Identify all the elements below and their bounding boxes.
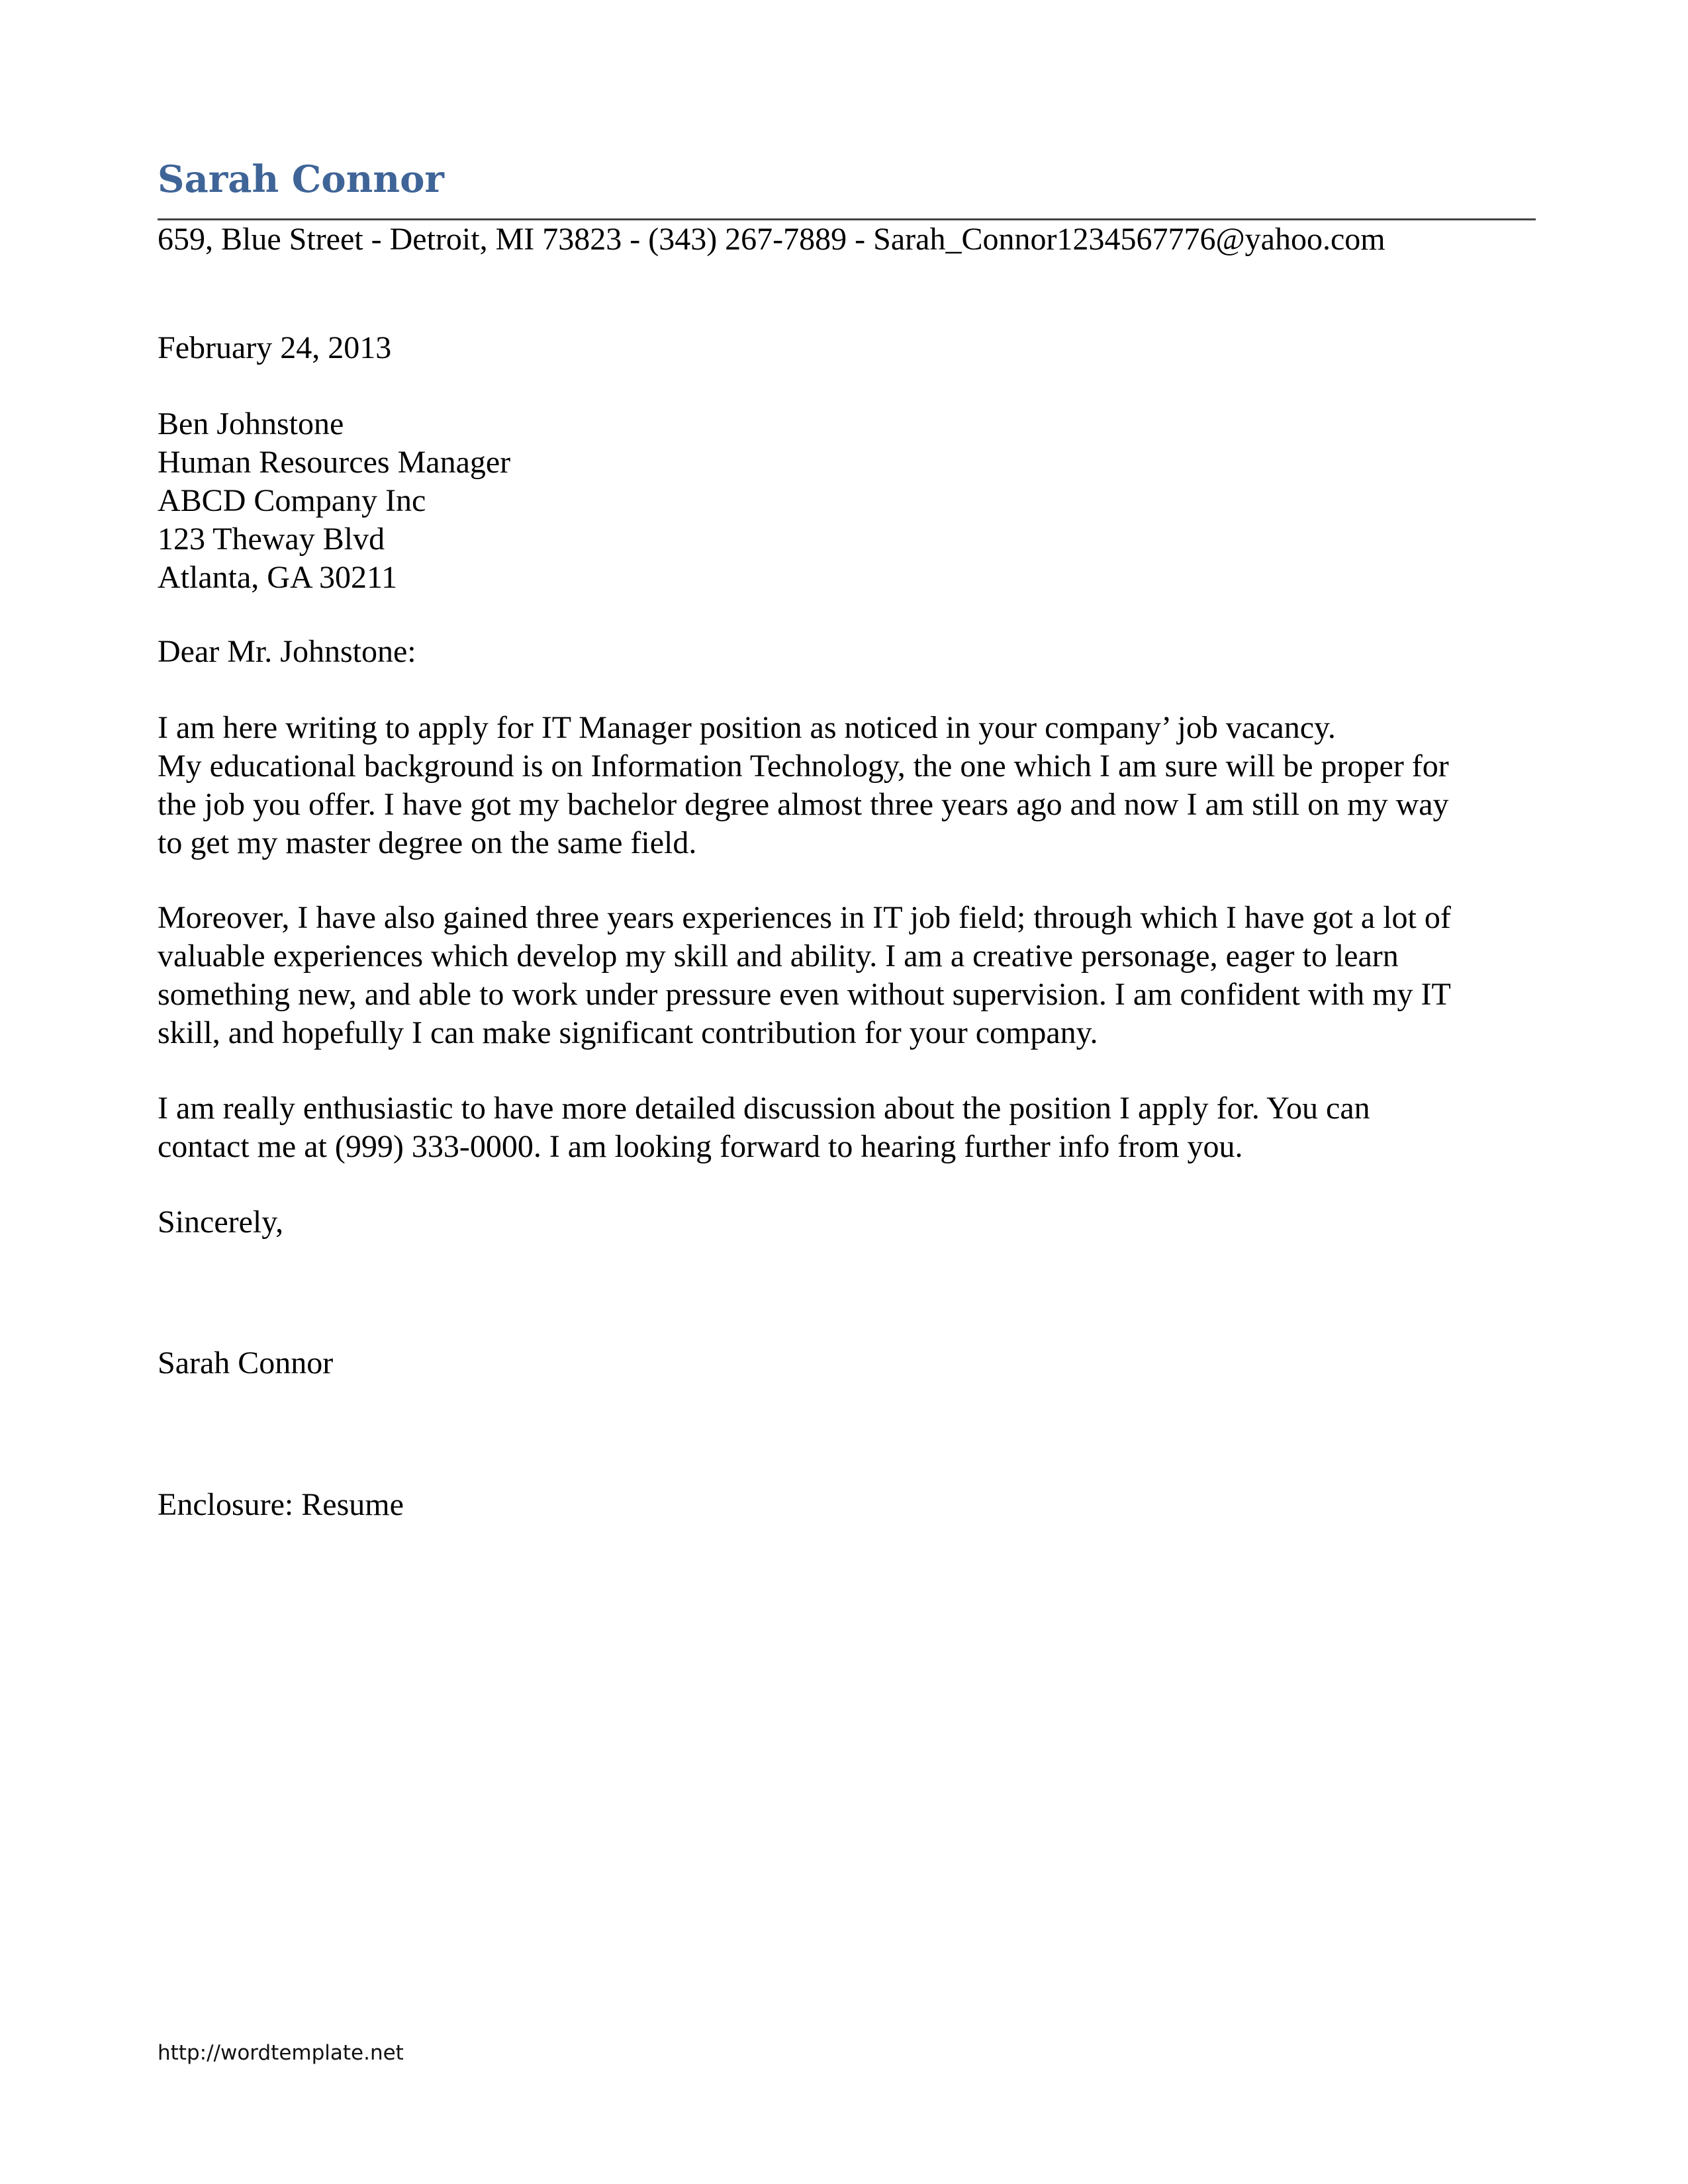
body-line: Moreover, I have also gained three years experiences in IT job field; through which I have got a lot of <box>158 900 1451 935</box>
body-line: something new, and able to work under pressure even without supervision. I am confident with my IT <box>158 977 1451 1012</box>
body-line: the job you offer. I have got my bachelor degree almost three years ago and now I am still on my way <box>158 787 1449 822</box>
body-line: I am really enthusiastic to have more detailed discussion about the position I apply for. You can <box>158 1091 1370 1126</box>
recipient-title: Human Resources Manager <box>158 445 511 480</box>
sender-contact-line: 659, Blue Street - Detroit, MI 73823 - (343) 267-7889 - Sarah_Connor1234567776@yahoo.com <box>158 222 1385 257</box>
body-line: I am here writing to apply for IT Manager position as noticed in your company’ job vacancy. <box>158 710 1336 745</box>
closing: Sincerely, <box>158 1205 284 1240</box>
sender-name: Sarah Connor <box>158 158 444 201</box>
body-line: to get my master degree on the same field. <box>158 825 697 860</box>
body-line: valuable experiences which develop my skill and ability. I am a creative personage, eager to learn <box>158 938 1399 974</box>
body-line: contact me at (999) 333-0000. I am looking forward to hearing further info from you. <box>158 1129 1243 1164</box>
body-paragraph-1 <box>158 709 1521 862</box>
body-paragraph-2 <box>158 899 1521 1052</box>
recipient-street: 123 Theway Blvd <box>158 522 385 557</box>
body-line: skill, and hopefully I can make significant contribution for your company. <box>158 1015 1098 1050</box>
body-paragraph-3 <box>158 1089 1521 1166</box>
signature-name: Sarah Connor <box>158 1345 334 1381</box>
letter-date: February 24, 2013 <box>158 330 392 365</box>
recipient-company: ABCD Company Inc <box>158 483 426 518</box>
footer-url: http://wordtemplate.net <box>158 2041 404 2065</box>
salutation: Dear Mr. Johnstone: <box>158 634 416 669</box>
body-line: My educational background is on Information Technology, the one which I am sure will be proper for <box>158 749 1449 784</box>
recipient-address-block <box>158 405 510 597</box>
recipient-city: Atlanta, GA 30211 <box>158 560 398 595</box>
recipient-name: Ben Johnstone <box>158 406 344 441</box>
enclosure-note: Enclosure: Resume <box>158 1487 404 1522</box>
